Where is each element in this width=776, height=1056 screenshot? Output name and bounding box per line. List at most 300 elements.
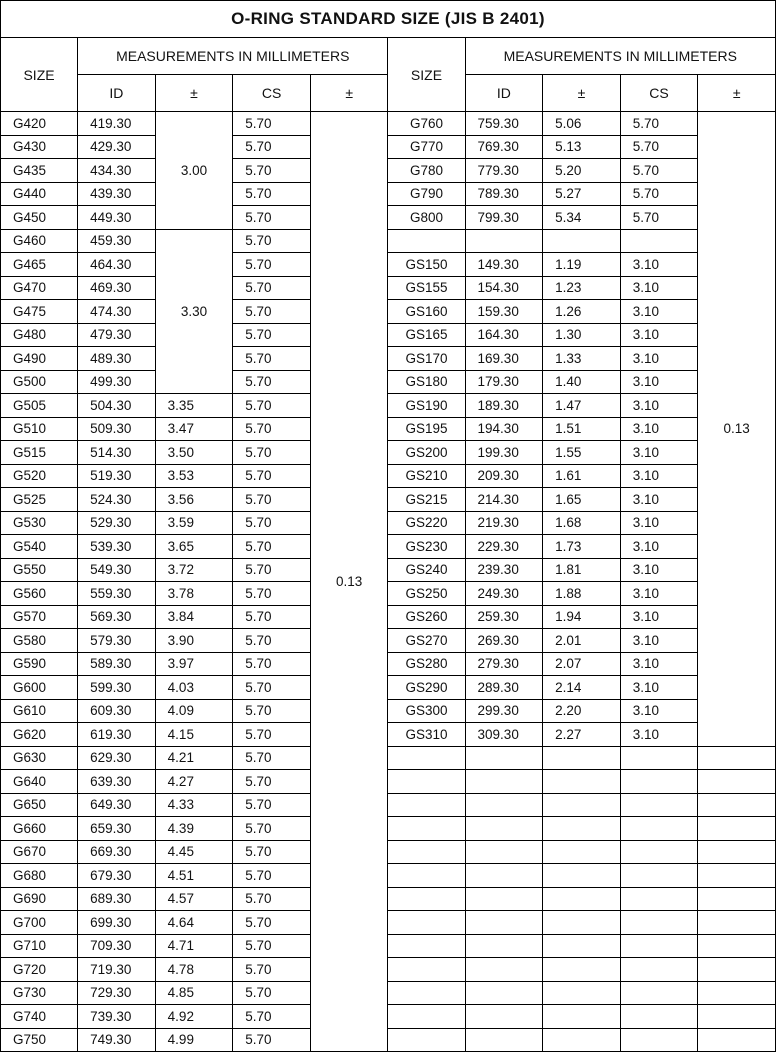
empty-cell: [388, 958, 465, 982]
empty-cell: [543, 840, 621, 864]
left-cs-cell: 5.70: [233, 652, 311, 676]
empty-cell: [620, 887, 698, 911]
right-size-cell: GS290: [388, 676, 465, 700]
right-size-cell: GS200: [388, 441, 465, 465]
left-id-cell: 519.30: [78, 464, 156, 488]
table-row: [1, 817, 776, 841]
left-id-cell: 559.30: [78, 582, 156, 606]
left-cs-cell: 5.70: [233, 1005, 311, 1029]
left-size-cell: G550: [1, 558, 78, 582]
empty-cell: [698, 1005, 776, 1029]
table-row: [1, 793, 776, 817]
right-size-cell: GS170: [388, 347, 465, 371]
right-cs-cell: 3.10: [620, 652, 698, 676]
left-id-cell: 649.30: [78, 793, 156, 817]
left-id-cell: 729.30: [78, 981, 156, 1005]
right-id-cell: 189.30: [465, 394, 543, 418]
table-row: [1, 112, 776, 136]
left-cs-cell: 5.70: [233, 629, 311, 653]
left-cs-cell: 5.70: [233, 911, 311, 935]
right-cs-cell: 3.10: [620, 370, 698, 394]
right-measurements-header: MEASUREMENTS IN MILLIMETERS: [465, 38, 775, 75]
right-cs-cell: 5.70: [620, 182, 698, 206]
empty-cell: [388, 793, 465, 817]
right-size-cell: GS310: [388, 723, 465, 747]
left-cs-cell: 5.70: [233, 981, 311, 1005]
left-cs-cell: 5.70: [233, 958, 311, 982]
left-cs-cell: 5.70: [233, 159, 311, 183]
left-cs-cell: 5.70: [233, 887, 311, 911]
left-cs-cell: 5.70: [233, 723, 311, 747]
empty-cell: [698, 934, 776, 958]
right-cs-cell: 3.10: [620, 323, 698, 347]
table-title: O-RING STANDARD SIZE (JIS B 2401): [1, 1, 776, 38]
left-id-tolerance-cell: 3.90: [155, 629, 233, 653]
empty-cell: [620, 1005, 698, 1029]
right-id-tolerance-cell: 2.20: [543, 699, 621, 723]
table-row: [1, 417, 776, 441]
right-size-cell: GS240: [388, 558, 465, 582]
right-id-tolerance-cell: 2.01: [543, 629, 621, 653]
right-size-cell: G780: [388, 159, 465, 183]
right-id-tolerance-cell: 1.23: [543, 276, 621, 300]
left-id-tolerance-cell: 4.03: [155, 676, 233, 700]
right-id-cell: 309.30: [465, 723, 543, 747]
right-id-cell: 289.30: [465, 676, 543, 700]
table-row: [1, 535, 776, 559]
empty-cell: [620, 1028, 698, 1052]
left-cs-cell: 5.70: [233, 253, 311, 277]
right-size-cell: GS300: [388, 699, 465, 723]
table-row: [1, 958, 776, 982]
left-id-tolerance-cell: 3.72: [155, 558, 233, 582]
table-row: [1, 652, 776, 676]
right-cs-cell: 5.70: [620, 206, 698, 230]
table-row: [1, 934, 776, 958]
empty-cell: [543, 746, 621, 770]
left-size-cell: G700: [1, 911, 78, 935]
left-id-cell: 619.30: [78, 723, 156, 747]
right-cs-cell: 3.10: [620, 511, 698, 535]
left-cs-tolerance-header: ±: [310, 75, 388, 112]
left-size-cell: G450: [1, 206, 78, 230]
left-cs-cell: 5.70: [233, 535, 311, 559]
empty-cell: [465, 911, 543, 935]
left-size-cell: G440: [1, 182, 78, 206]
left-cs-header: CS: [233, 75, 311, 112]
empty-cell: [388, 1005, 465, 1029]
right-id-tolerance-cell: 5.06: [543, 112, 621, 136]
empty-cell: [698, 840, 776, 864]
right-cs-cell: 3.10: [620, 723, 698, 747]
left-id-tolerance-cell: 3.50: [155, 441, 233, 465]
table-row: [1, 182, 776, 206]
right-id-cell: 164.30: [465, 323, 543, 347]
left-id-tolerance-cell: 4.64: [155, 911, 233, 935]
right-size-cell: GS180: [388, 370, 465, 394]
left-cs-cell: 5.70: [233, 323, 311, 347]
right-id-cell: 179.30: [465, 370, 543, 394]
left-size-cell: G490: [1, 347, 78, 371]
right-cs-cell: 3.10: [620, 605, 698, 629]
table-row: [1, 746, 776, 770]
left-size-cell: G510: [1, 417, 78, 441]
empty-cell: [620, 840, 698, 864]
right-id-tolerance-cell: 1.81: [543, 558, 621, 582]
left-id-cell: 479.30: [78, 323, 156, 347]
left-cs-cell: 5.70: [233, 347, 311, 371]
left-cs-cell: 5.70: [233, 676, 311, 700]
right-id-cell: 269.30: [465, 629, 543, 653]
empty-cell: [620, 770, 698, 794]
table-row: [1, 276, 776, 300]
left-cs-cell: 5.70: [233, 934, 311, 958]
left-id-cell: 434.30: [78, 159, 156, 183]
left-id-cell: 539.30: [78, 535, 156, 559]
empty-cell: [543, 981, 621, 1005]
right-id-tolerance-cell: 1.51: [543, 417, 621, 441]
left-id-cell: 639.30: [78, 770, 156, 794]
empty-cell: [388, 911, 465, 935]
table-body: [1, 112, 776, 1052]
table-row: [1, 770, 776, 794]
left-size-cell: G740: [1, 1005, 78, 1029]
right-id-cell: 769.30: [465, 135, 543, 159]
table-row: [1, 1005, 776, 1029]
left-id-tolerance-cell: 3.30: [155, 229, 233, 394]
left-cs-cell: 5.70: [233, 394, 311, 418]
empty-cell: [698, 1028, 776, 1052]
left-id-tolerance-cell: 4.92: [155, 1005, 233, 1029]
left-cs-cell: 5.70: [233, 300, 311, 324]
right-id-tolerance-cell: 5.20: [543, 159, 621, 183]
right-size-cell: GS195: [388, 417, 465, 441]
table-row: [1, 558, 776, 582]
empty-cell: [388, 934, 465, 958]
left-size-cell: G690: [1, 887, 78, 911]
left-cs-cell: 5.70: [233, 793, 311, 817]
left-id-tolerance-cell: 4.57: [155, 887, 233, 911]
empty-cell: [543, 817, 621, 841]
empty-cell: [698, 793, 776, 817]
empty-cell: [543, 958, 621, 982]
left-size-cell: G475: [1, 300, 78, 324]
right-cs-cell: 3.10: [620, 253, 698, 277]
left-id-tolerance-cell: 4.99: [155, 1028, 233, 1052]
right-size-cell: G770: [388, 135, 465, 159]
right-id-cell: 149.30: [465, 253, 543, 277]
empty-cell: [543, 770, 621, 794]
right-size-cell: GS270: [388, 629, 465, 653]
right-id-cell: 789.30: [465, 182, 543, 206]
right-cs-cell: 3.10: [620, 394, 698, 418]
left-id-tolerance-cell: 3.00: [155, 112, 233, 230]
left-cs-cell: 5.70: [233, 605, 311, 629]
empty-cell: [388, 746, 465, 770]
empty-cell: [620, 934, 698, 958]
right-id-cell: 279.30: [465, 652, 543, 676]
right-id-cell: 259.30: [465, 605, 543, 629]
left-size-cell: G590: [1, 652, 78, 676]
right-cs-cell: 3.10: [620, 417, 698, 441]
left-id-tolerance-cell: 4.39: [155, 817, 233, 841]
table-row: [1, 582, 776, 606]
left-id-tolerance-cell: 4.78: [155, 958, 233, 982]
left-id-cell: 569.30: [78, 605, 156, 629]
empty-cell: [465, 746, 543, 770]
empty-cell: [465, 1005, 543, 1029]
left-size-cell: G480: [1, 323, 78, 347]
table-row: [1, 206, 776, 230]
right-cs-cell: 3.10: [620, 347, 698, 371]
empty-cell: [388, 1028, 465, 1052]
empty-cell: [388, 864, 465, 888]
empty-cell: [698, 911, 776, 935]
right-size-cell: GS280: [388, 652, 465, 676]
left-id-tolerance-header: ±: [155, 75, 233, 112]
right-id-cell: 214.30: [465, 488, 543, 512]
right-size-cell: G800: [388, 206, 465, 230]
right-id-tolerance-cell: 5.34: [543, 206, 621, 230]
left-id-cell: 529.30: [78, 511, 156, 535]
left-id-cell: 514.30: [78, 441, 156, 465]
right-id-tolerance-cell: 2.07: [543, 652, 621, 676]
table-row: [1, 229, 776, 253]
right-size-cell: G760: [388, 112, 465, 136]
left-id-tolerance-cell: 4.85: [155, 981, 233, 1005]
empty-cell: [698, 746, 776, 770]
left-id-cell: 499.30: [78, 370, 156, 394]
left-size-cell: G470: [1, 276, 78, 300]
left-id-tolerance-cell: 3.59: [155, 511, 233, 535]
right-cs-cell: 3.10: [620, 488, 698, 512]
left-cs-cell: 5.70: [233, 182, 311, 206]
left-cs-cell: 5.70: [233, 864, 311, 888]
left-cs-cell: 5.70: [233, 558, 311, 582]
right-size-cell: GS190: [388, 394, 465, 418]
left-id-tolerance-cell: 3.65: [155, 535, 233, 559]
right-cs-tolerance-header: ±: [698, 75, 776, 112]
table-row: [1, 629, 776, 653]
left-cs-cell: 5.70: [233, 206, 311, 230]
left-cs-cell: 5.70: [233, 746, 311, 770]
right-size-cell: GS150: [388, 253, 465, 277]
left-cs-cell: 5.70: [233, 135, 311, 159]
right-id-tolerance-cell: 1.73: [543, 535, 621, 559]
table-row: [1, 723, 776, 747]
table-row: [1, 864, 776, 888]
table-row: [1, 441, 776, 465]
table-row: [1, 887, 776, 911]
left-cs-cell: 5.70: [233, 582, 311, 606]
left-size-cell: G650: [1, 793, 78, 817]
empty-cell: [465, 817, 543, 841]
left-cs-cell: 5.70: [233, 770, 311, 794]
table-row: [1, 1028, 776, 1052]
left-id-cell: 589.30: [78, 652, 156, 676]
left-size-cell: G525: [1, 488, 78, 512]
right-size-cell: G790: [388, 182, 465, 206]
right-id-cell: 759.30: [465, 112, 543, 136]
left-id-tolerance-cell: 4.15: [155, 723, 233, 747]
left-id-tolerance-cell: 3.53: [155, 464, 233, 488]
left-id-cell: 579.30: [78, 629, 156, 653]
left-size-cell: G570: [1, 605, 78, 629]
table-row: [1, 605, 776, 629]
empty-cell: [620, 911, 698, 935]
right-size-cell: GS165: [388, 323, 465, 347]
left-id-cell: 504.30: [78, 394, 156, 418]
left-cs-cell: 5.70: [233, 370, 311, 394]
right-id-cell: 779.30: [465, 159, 543, 183]
left-size-cell: G610: [1, 699, 78, 723]
right-size-cell: [388, 229, 465, 253]
right-id-cell: 194.30: [465, 417, 543, 441]
empty-cell: [543, 793, 621, 817]
right-id-tolerance-cell: 1.94: [543, 605, 621, 629]
right-id-tolerance-cell: 5.13: [543, 135, 621, 159]
left-id-cell: 609.30: [78, 699, 156, 723]
empty-cell: [465, 770, 543, 794]
left-id-cell: 449.30: [78, 206, 156, 230]
empty-cell: [620, 746, 698, 770]
left-id-cell: 549.30: [78, 558, 156, 582]
right-id-cell: 154.30: [465, 276, 543, 300]
right-cs-cell: 3.10: [620, 676, 698, 700]
left-id-cell: 679.30: [78, 864, 156, 888]
left-size-cell: G515: [1, 441, 78, 465]
left-size-cell: G600: [1, 676, 78, 700]
left-size-cell: G730: [1, 981, 78, 1005]
right-id-tolerance-cell: 1.30: [543, 323, 621, 347]
empty-cell: [698, 770, 776, 794]
right-cs-cell: 3.10: [620, 464, 698, 488]
left-id-cell: 599.30: [78, 676, 156, 700]
left-cs-cell: 5.70: [233, 817, 311, 841]
table-row: [1, 840, 776, 864]
right-id-tolerance-cell: 5.27: [543, 182, 621, 206]
right-id-tolerance-cell: 1.61: [543, 464, 621, 488]
left-id-tolerance-cell: 3.47: [155, 417, 233, 441]
right-id-tolerance-cell: 2.27: [543, 723, 621, 747]
right-id-tolerance-cell: 1.26: [543, 300, 621, 324]
left-id-cell: 524.30: [78, 488, 156, 512]
right-cs-cell: 5.70: [620, 159, 698, 183]
right-id-tolerance-cell: 1.19: [543, 253, 621, 277]
empty-cell: [620, 958, 698, 982]
right-id-cell: 159.30: [465, 300, 543, 324]
left-size-cell: G750: [1, 1028, 78, 1052]
empty-cell: [543, 934, 621, 958]
left-id-tolerance-cell: 3.56: [155, 488, 233, 512]
empty-cell: [620, 817, 698, 841]
empty-cell: [620, 981, 698, 1005]
right-id-cell: 229.30: [465, 535, 543, 559]
left-id-cell: 689.30: [78, 887, 156, 911]
left-cs-cell: 5.70: [233, 1028, 311, 1052]
right-size-cell: GS250: [388, 582, 465, 606]
right-id-tolerance-cell: 1.68: [543, 511, 621, 535]
table-row: [1, 370, 776, 394]
right-cs-header: CS: [620, 75, 698, 112]
table-row: [1, 464, 776, 488]
empty-cell: [388, 887, 465, 911]
left-size-cell: G465: [1, 253, 78, 277]
right-cs-cell: 3.10: [620, 300, 698, 324]
left-id-tolerance-cell: 4.71: [155, 934, 233, 958]
left-size-cell: G420: [1, 112, 78, 136]
right-id-tolerance-cell: 2.14: [543, 676, 621, 700]
left-id-cell: 489.30: [78, 347, 156, 371]
table-row: [1, 488, 776, 512]
table-row: [1, 981, 776, 1005]
left-id-cell: 709.30: [78, 934, 156, 958]
table-row: [1, 394, 776, 418]
left-size-cell: G710: [1, 934, 78, 958]
table-row: [1, 347, 776, 371]
left-size-cell: G520: [1, 464, 78, 488]
table-row: [1, 676, 776, 700]
empty-cell: [620, 793, 698, 817]
left-id-cell: 719.30: [78, 958, 156, 982]
left-cs-cell: 5.70: [233, 840, 311, 864]
empty-cell: [465, 958, 543, 982]
right-id-cell: 209.30: [465, 464, 543, 488]
left-size-cell: G505: [1, 394, 78, 418]
empty-cell: [698, 981, 776, 1005]
left-size-cell: G435: [1, 159, 78, 183]
right-cs-cell: 3.10: [620, 441, 698, 465]
right-cs-cell: 3.10: [620, 535, 698, 559]
left-cs-tolerance-cell: 0.13: [310, 112, 388, 1052]
left-id-tolerance-cell: 3.35: [155, 394, 233, 418]
left-cs-cell: 5.70: [233, 464, 311, 488]
right-id-cell: 169.30: [465, 347, 543, 371]
empty-cell: [388, 981, 465, 1005]
left-id-tolerance-cell: 3.97: [155, 652, 233, 676]
empty-cell: [465, 864, 543, 888]
right-id-tolerance-header: ±: [543, 75, 621, 112]
left-cs-cell: 5.70: [233, 229, 311, 253]
left-id-cell: 429.30: [78, 135, 156, 159]
right-id-tolerance-cell: 1.40: [543, 370, 621, 394]
left-id-tolerance-cell: 3.84: [155, 605, 233, 629]
left-size-cell: G720: [1, 958, 78, 982]
empty-cell: [465, 840, 543, 864]
left-id-tolerance-cell: 4.51: [155, 864, 233, 888]
left-size-cell: G430: [1, 135, 78, 159]
empty-cell: [543, 1028, 621, 1052]
right-size-header: SIZE: [388, 38, 465, 112]
right-size-cell: GS210: [388, 464, 465, 488]
empty-cell: [543, 1005, 621, 1029]
left-id-cell: 509.30: [78, 417, 156, 441]
right-id-tolerance-cell: 1.88: [543, 582, 621, 606]
left-cs-cell: 5.70: [233, 511, 311, 535]
left-size-header: SIZE: [1, 38, 78, 112]
table-row: [1, 911, 776, 935]
left-size-cell: G500: [1, 370, 78, 394]
right-id-cell: 799.30: [465, 206, 543, 230]
left-id-header: ID: [78, 75, 156, 112]
right-cs-cell: 5.70: [620, 112, 698, 136]
right-id-tolerance-cell: 1.33: [543, 347, 621, 371]
left-id-cell: 459.30: [78, 229, 156, 253]
left-id-cell: 739.30: [78, 1005, 156, 1029]
left-id-tolerance-cell: 4.09: [155, 699, 233, 723]
left-id-tolerance-cell: 4.27: [155, 770, 233, 794]
right-size-cell: GS155: [388, 276, 465, 300]
